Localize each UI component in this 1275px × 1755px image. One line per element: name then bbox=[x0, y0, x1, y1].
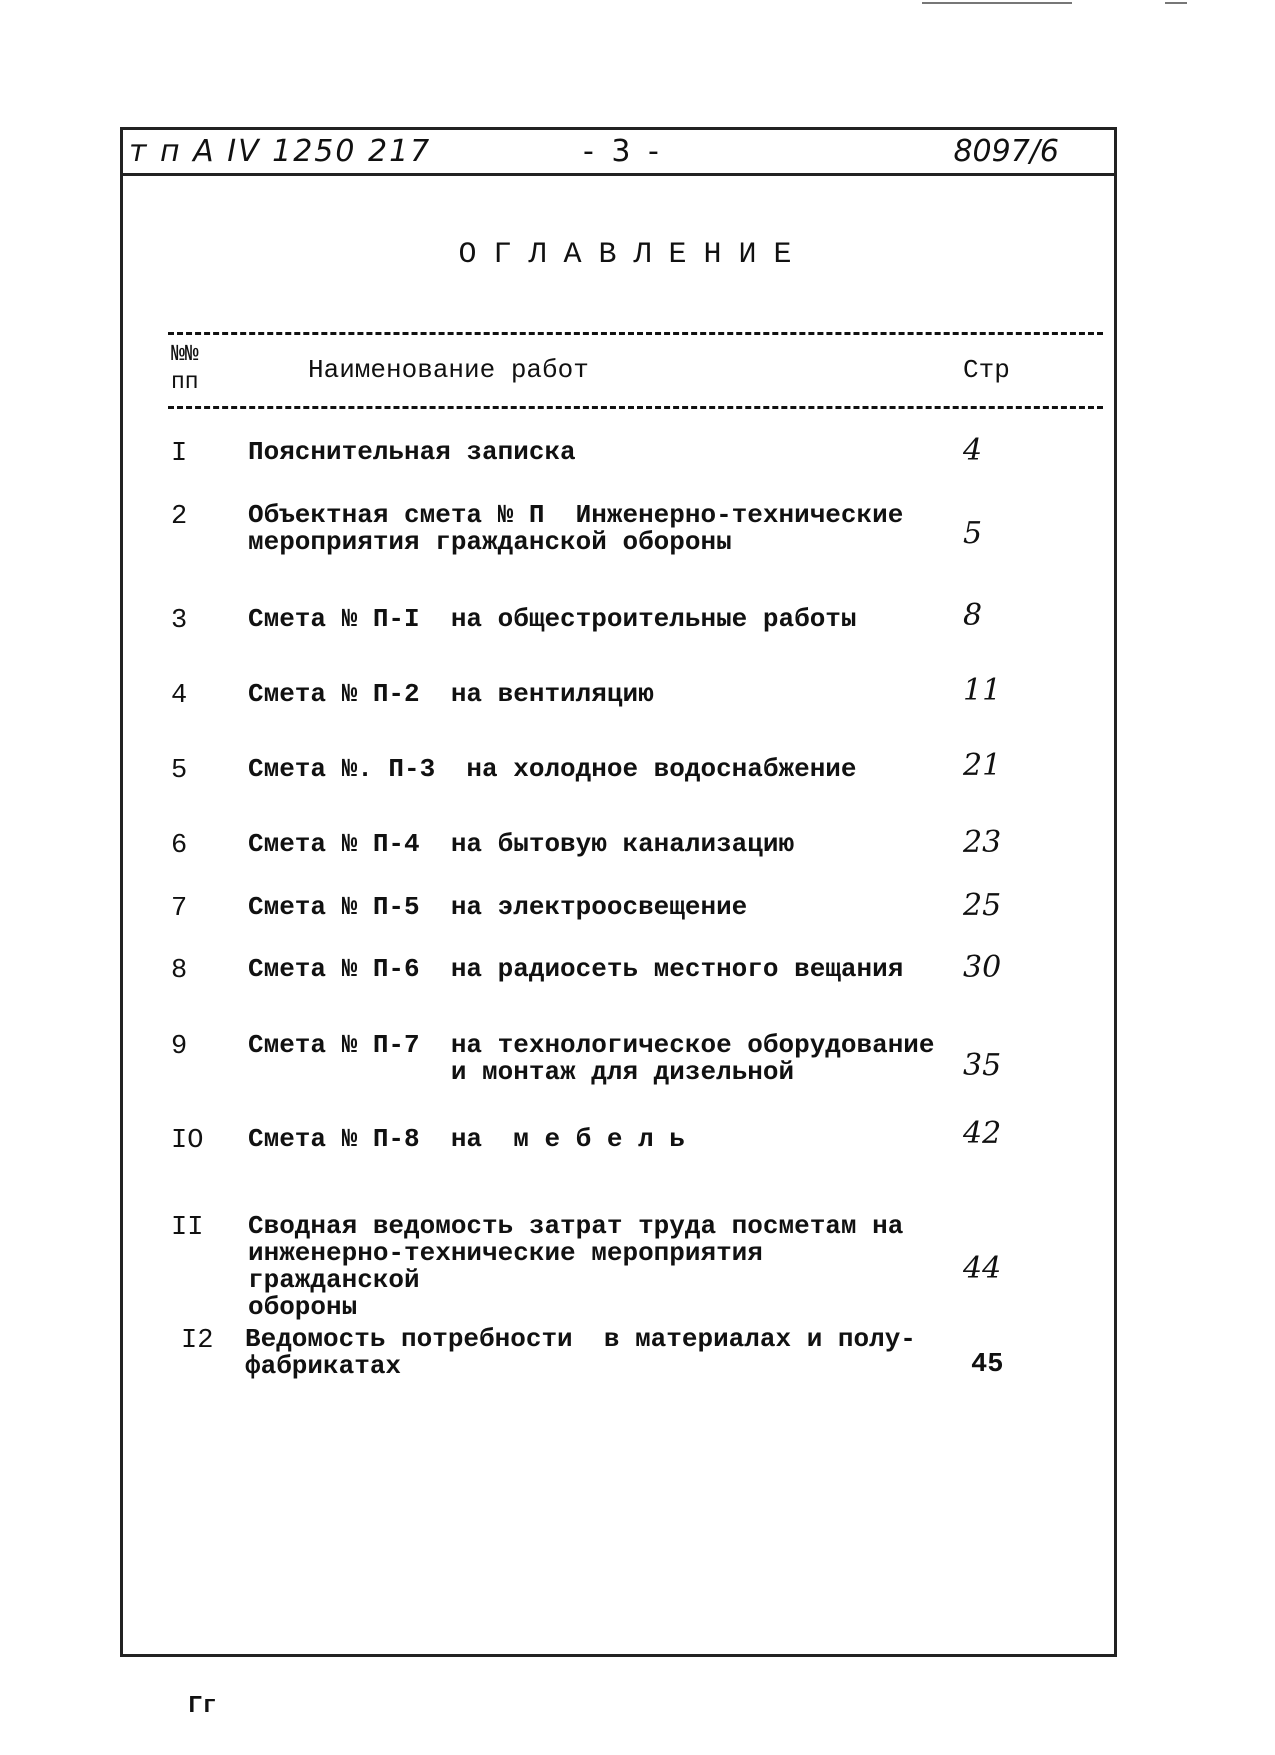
item-page: 23 bbox=[963, 825, 1002, 860]
item-number: 5 bbox=[171, 756, 188, 786]
item-name: Ведомость потребности в материалах и полу- фабрикатах bbox=[245, 1324, 916, 1381]
item-name: Смета №. П-3 на холодное водоснабжение bbox=[248, 754, 857, 784]
item-number: I bbox=[171, 439, 188, 469]
item-page: 4 bbox=[963, 433, 983, 468]
sheet-ref: 8097/6 bbox=[953, 134, 1059, 169]
item-page: 45 bbox=[971, 1350, 1004, 1380]
table-top-divider bbox=[168, 332, 1103, 335]
item-page: 11 bbox=[963, 673, 1002, 708]
item-page: 21 bbox=[963, 748, 1002, 783]
page-title: ОГЛАВЛЕНИЕ bbox=[458, 238, 809, 272]
item-number: 4 bbox=[171, 681, 188, 711]
item-name: Смета № П-5 на электроосвещение bbox=[248, 892, 748, 922]
item-page: 35 bbox=[963, 1048, 1002, 1083]
item-number: 3 bbox=[171, 606, 188, 636]
header-strip bbox=[123, 130, 1114, 176]
item-name: Смета № П-7 на технологическое оборудование и монтаж для дизельной bbox=[248, 1030, 935, 1087]
item-name: Объектная смета № П Инженерно-технические мероприятия гражданской обороны bbox=[248, 500, 904, 557]
item-number: II bbox=[171, 1213, 204, 1243]
item-number: 9 bbox=[171, 1032, 188, 1062]
item-page: 8 bbox=[963, 598, 983, 633]
item-name: Смета № П-I на общестроительные работы bbox=[248, 604, 857, 634]
header-page: Стр bbox=[963, 355, 1010, 385]
top-rule-left bbox=[922, 2, 1072, 4]
item-page: 30 bbox=[963, 950, 1002, 985]
item-page: 25 bbox=[963, 888, 1002, 923]
page-frame bbox=[120, 127, 1117, 1657]
item-number: 7 bbox=[171, 894, 188, 924]
item-page: 5 bbox=[963, 516, 983, 551]
item-name: Смета № П-2 на вентиляцию bbox=[248, 679, 654, 709]
item-number: 2 bbox=[171, 502, 188, 532]
header-number: №№ пп bbox=[171, 341, 199, 395]
item-number: IO bbox=[171, 1126, 204, 1156]
item-name: Смета № П-6 на радиосеть местного вещания bbox=[248, 954, 904, 984]
page-number: - 3 - bbox=[583, 134, 663, 169]
item-page: 44 bbox=[963, 1251, 1002, 1286]
item-number: 6 bbox=[171, 831, 188, 861]
top-rule-right bbox=[1165, 2, 1187, 4]
table-header-divider bbox=[168, 406, 1103, 409]
doc-code: т п А IV 1250 217 bbox=[129, 134, 432, 169]
item-number: I2 bbox=[181, 1326, 214, 1356]
header-name: Наименование работ bbox=[308, 355, 589, 385]
item-name: Смета № П-8 на м е б е л ь bbox=[248, 1124, 685, 1154]
item-name: Пояснительная записка bbox=[248, 437, 576, 467]
footer-mark: Гг bbox=[188, 1693, 217, 1720]
item-name: Сводная ведомость затрат труда посметам на инженерно-технические мероприятия гражданской обороны bbox=[248, 1211, 904, 1322]
item-name: Смета № П-4 на бытовую канализацию bbox=[248, 829, 795, 859]
item-number: 8 bbox=[171, 956, 188, 986]
item-page: 42 bbox=[963, 1116, 1002, 1151]
